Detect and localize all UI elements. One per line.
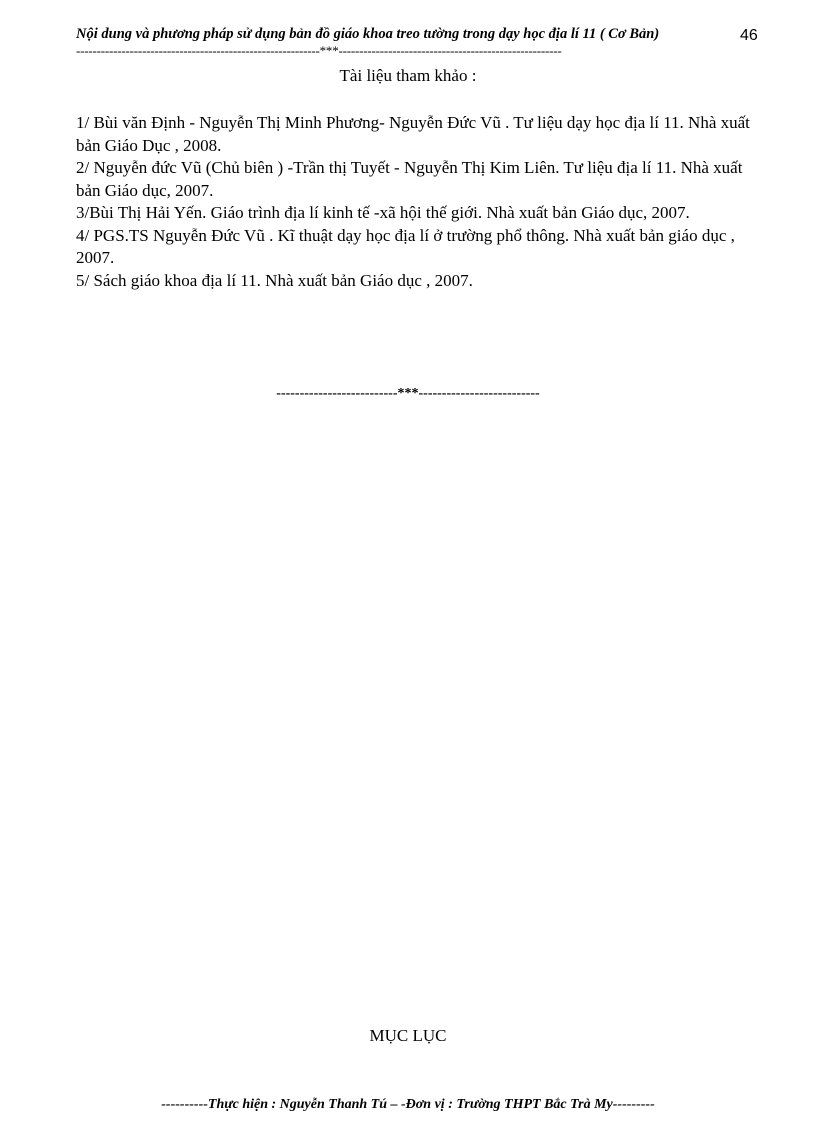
reference-item: 1/ Bùi văn Định - Nguyễn Thị Minh Phương- Nguyễn Đức Vũ . Tư liệu dạy học địa lí 11. Nhà xuất bản Giáo Dục , 2008. [76,113,750,155]
section-separator: --------------------------***-------------------------- [276,386,540,401]
reference-item: 3/Bùi Thị Hải Yến. Giáo trình địa lí kinh tế -xã hội thế giới. Nhà xuất bản Giáo dục, 2007. [76,203,690,222]
references-title: Tài liệu tham khảo : [339,66,477,85]
reference-item: 5/ Sách giáo khoa địa lí 11. Nhà xuất bản Giáo dục , 2007. [76,270,473,290]
references-list [76,112,766,292]
reference-item: 4/ PGS.TS Nguyễn Đức Vũ . Kĩ thuật dạy học địa lí ở trường phổ thông. Nhà xuất bản giáo dục , 2007. [76,225,735,267]
page-number: 46 [740,27,758,44]
header-rule: -----------------------------------------------------------***------------------------------------------------------ [76,43,562,58]
running-footer: ----------Thực hiện : Nguyễn Thanh Tú – -Đơn vị : Trường THPT Bắc Trà My--------- [161,1097,655,1112]
running-header: Nội dung và phương pháp sử dụng bản đồ giáo khoa treo tường trong dạy học địa lí 11 ( Cơ Bản) [76,26,660,42]
toc-title: MỤC LỤC [369,1026,447,1045]
reference-item: 2/ Nguyễn đức Vũ (Chủ biên ) -Trần thị Tuyết - Nguyễn Thị Kim Liên. Tư liệu địa lí 11. Nhà xuất bản Giáo dục, 2007. [76,158,743,200]
